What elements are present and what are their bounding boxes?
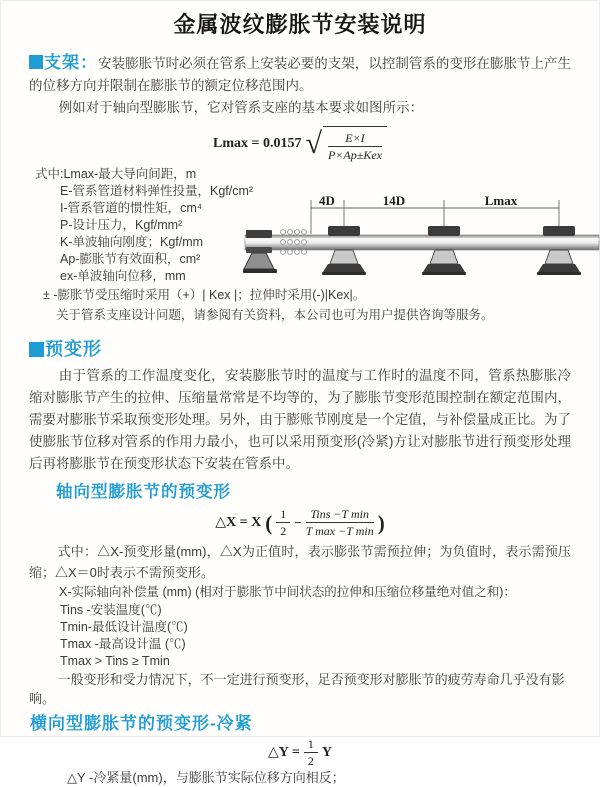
guide-support-shape	[322, 226, 366, 275]
guide-support-shape	[537, 226, 581, 275]
lateral-formula-rhs: Y	[321, 744, 332, 760]
variable-line: Ap-膨胀节有效面积，cm²	[60, 252, 201, 266]
guide-support-shape	[422, 226, 466, 275]
variable-line: ex-单波轴向位移，mm	[60, 269, 186, 283]
lateral-subheading: 横向型膨胀节的预变形-冷紧	[30, 714, 253, 733]
temp-definition-tmax: Tmax -最高设计温 (℃)	[60, 637, 186, 651]
support-intro-text: 安装膨胀节时必须在管系上安装必要的支架，以控制管系的变形在膨胀节上产生的位移方向并限制在膨胀节的额定位移范围内。	[29, 56, 572, 93]
lateral-formula-lhs: △Y =	[268, 745, 300, 760]
temp-definition-tmin: Tmin-最低设计温度(℃)	[60, 620, 188, 634]
section-marker-icon	[29, 342, 44, 357]
lateral-formula	[29, 737, 571, 768]
axial-explain-text: 式中：△X-预变形量(mm)，△X为正值时，表示膨张节需预拉伸；为负值时，表示需预压缩；△X＝0时表示不需预变形。	[29, 544, 571, 580]
pm-note: ± -膨胀节受压缩时采用（+）| Kex |；拉伸时采用(-)|Kex|。	[43, 288, 366, 302]
open-paren: (	[265, 510, 273, 535]
support-section-intro	[29, 52, 571, 97]
axial-frac1-den: 2	[280, 524, 287, 538]
axial-x-definition: X-实际轴向补偿量 (mm) (相对于膨胀节中间状态的拉伸和压缩位移量绝对值之和)：	[59, 585, 516, 599]
dim-label-lmax: Lmax	[484, 193, 518, 208]
lateral-frac-den: 2	[307, 754, 314, 768]
axial-frac2-den: T max −T min	[305, 524, 374, 538]
axial-frac1-num: 1	[276, 507, 290, 523]
axial-frac2-num: Tins −T min	[306, 507, 374, 523]
support-heading: 支架：	[44, 53, 99, 72]
dim-label-14d: 14D	[382, 193, 406, 208]
minus-sign: −	[294, 514, 302, 530]
axial-subheading: 轴向型膨胀节的预变形	[56, 483, 231, 501]
variable-line: P-设计压力，Kgf/mm²	[60, 218, 183, 232]
temp-definition-tins: Tins -安装温度(℃)	[60, 603, 162, 617]
predeform-body-text: 由于管系的工作温度变化，安装膨胀节时的温度与工作时的温度不同，管系热膨胀冷缩对膨胀节产生的拉伸、压缩量常常是不均等的，为了膨胀节变形范围控制在额定范围内，需要对膨胀节采取预变形处理。另外，由于膨账节刚度是一个定值，与补偿量成正比。为了使膨胀节位移对管系的作用力最小，也可以采用预变形(冷紧)方让对膨胀节进行预变形处理后再将膨胀节在预变形状态下安装在管系中。	[29, 368, 571, 471]
axial-formula	[29, 507, 571, 539]
page-content	[1, 52, 599, 787]
lmax-formula-lhs: Lmax = 0.0157	[213, 136, 302, 151]
anchor-support-shape	[243, 230, 277, 273]
temp-inequality: Tmax > Tins ≥ Tmin	[60, 654, 170, 668]
consult-note: 关于管系支座设计问题，请参阅有关资料，本公司也可为用户提供咨询等服务。	[56, 308, 494, 322]
axial-formula-lhs: △X = X	[215, 515, 262, 530]
variable-line: 式中:Lmax-最大导向间距，m	[35, 167, 197, 181]
section-marker-icon	[29, 55, 43, 69]
page-title: 金属波纹膨胀节安装说明	[173, 12, 427, 37]
lateral-frac-num: 1	[304, 737, 318, 753]
dim-label-4d: 4D	[319, 193, 335, 208]
close-paren: )	[377, 510, 385, 535]
predeform-section-heading	[29, 335, 571, 361]
variable-line: E-管系管道材料弹性投量，Kgf/cm²	[60, 184, 254, 198]
lmax-formula	[29, 126, 571, 160]
predeform-heading-label: 预变形	[45, 339, 102, 359]
support-spacing-diagram	[245, 195, 599, 293]
variable-line: K-单波轴向刚度；Kgf/mm	[60, 235, 204, 249]
variable-line: I-管系管道的惯性矩，cm⁴	[60, 201, 203, 215]
lmax-formula-numerator: E×I	[328, 131, 382, 147]
variable-definitions	[29, 166, 571, 326]
sqrt-icon: √	[305, 127, 322, 160]
support-example-text: 例如对于轴向型膨胀节，它对管系支座的基本要求如图所示：	[58, 100, 424, 115]
axial-note-text: 一般变形和受力情况下，不一定进行预变形，足否预变形对膨胀节的疲劳寿命几乎没有影响。	[29, 672, 565, 706]
radical-sign	[306, 126, 387, 162]
lateral-note-text: △Y -冷紧量(mm)，与膨胀节实际位移方向相反；	[67, 770, 345, 785]
lmax-formula-denominator: P×Ap±Kex	[327, 148, 382, 162]
